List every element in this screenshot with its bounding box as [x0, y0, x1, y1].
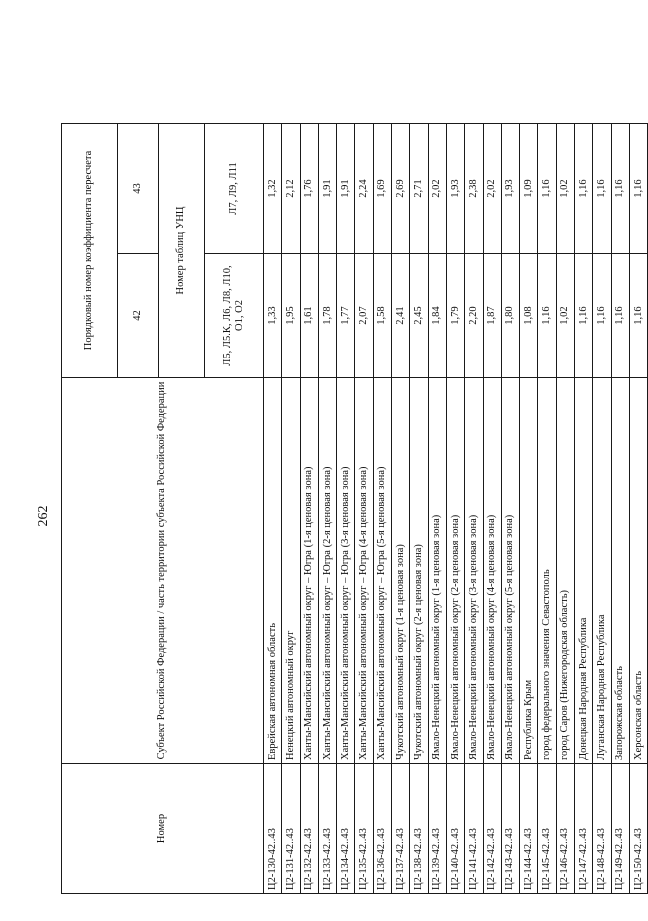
coefficient-table — [61, 123, 648, 894]
row-subject-name: Чукотский автономный округ (1-я ценовая зона) — [392, 378, 410, 764]
rotated-table-container — [61, 124, 644, 894]
row-coef-42: 1,58 — [373, 254, 391, 378]
row-subject-name: Луганская Народная Республика — [593, 378, 611, 764]
table-row — [575, 123, 593, 893]
row-coef-43: 2,69 — [392, 123, 410, 253]
row-coef-42: 1,16 — [611, 254, 629, 378]
row-coef-43: 2,02 — [483, 123, 501, 253]
table-header — [62, 123, 264, 893]
row-coef-42: 1,16 — [575, 254, 593, 378]
header-coef-42: 42 — [118, 254, 159, 378]
row-coef-43: 1,16 — [593, 123, 611, 253]
row-code: Ц2-137-42..43 — [392, 764, 410, 894]
row-coef-42: 1,16 — [538, 254, 556, 378]
table-row — [282, 123, 300, 893]
row-subject-name: Еврейская автономная область — [264, 378, 282, 764]
row-coef-42: 2,20 — [465, 254, 483, 378]
row-coef-42: 1,02 — [556, 254, 574, 378]
row-code: Ц2-135-42..43 — [355, 764, 373, 894]
row-subject-name: Ханты-Мансийский автономный округ – Югра (3-я ценовая зона) — [337, 378, 355, 764]
table-row — [593, 123, 611, 893]
row-code: Ц2-139-42..43 — [428, 764, 446, 894]
row-coef-42: 1,33 — [264, 254, 282, 378]
row-subject-name: Ханты-Мансийский автономный округ – Югра (5-я ценовая зона) — [373, 378, 391, 764]
row-coef-43: 1,02 — [556, 123, 574, 253]
row-subject-name: Ямало-Ненецкий автономный округ (5-я ценовая зона) — [501, 378, 519, 764]
row-code: Ц2-149-42..43 — [611, 764, 629, 894]
row-coef-42: 2,45 — [410, 254, 428, 378]
row-subject-name: Республика Крым — [520, 378, 538, 764]
row-code: Ц2-133-42..43 — [318, 764, 336, 894]
row-coef-42: 1,79 — [446, 254, 464, 378]
row-coef-42: 1,16 — [629, 254, 647, 378]
row-code: Ц2-147-42..43 — [575, 764, 593, 894]
header-tables-43: Л7, Л9, Л11 — [205, 123, 264, 253]
row-coef-43: 1,91 — [318, 123, 336, 253]
row-coef-43: 2,38 — [465, 123, 483, 253]
table-row — [428, 123, 446, 893]
table-row — [520, 123, 538, 893]
row-coef-43: 1,32 — [264, 123, 282, 253]
row-subject-name: город федерального значения Севастополь — [538, 378, 556, 764]
row-coef-42: 1,16 — [593, 254, 611, 378]
table-row — [410, 123, 428, 893]
header-subject: Субъект Российской Федерации / часть территории субъекта Российской Федерации — [62, 378, 264, 764]
row-subject-name: Ямало-Ненецкий автономный округ (4-я ценовая зона) — [483, 378, 501, 764]
row-coef-43: 2,71 — [410, 123, 428, 253]
row-code: Ц2-140-42..43 — [446, 764, 464, 894]
header-coef-43: 43 — [118, 123, 159, 253]
row-coef-42: 1,95 — [282, 254, 300, 378]
row-coef-43: 1,16 — [575, 123, 593, 253]
row-coef-42: 1,08 — [520, 254, 538, 378]
row-coef-43: 1,93 — [446, 123, 464, 253]
row-subject-name: Донецкая Народная Республика — [575, 378, 593, 764]
table-row — [611, 123, 629, 893]
row-code: Ц2-144-42..43 — [520, 764, 538, 894]
row-code: Ц2-138-42..43 — [410, 764, 428, 894]
row-subject-name: Чукотский автономный округ (2-я ценовая зона) — [410, 378, 428, 764]
table-row — [629, 123, 647, 893]
row-coef-42: 1,84 — [428, 254, 446, 378]
row-coef-42: 1,78 — [318, 254, 336, 378]
table-row — [501, 123, 519, 893]
table-row — [337, 123, 355, 893]
row-subject-name: город Саров (Нижегородская область) — [556, 378, 574, 764]
row-subject-name: Ямало-Ненецкий автономный округ (2-я ценовая зона) — [446, 378, 464, 764]
table-row — [373, 123, 391, 893]
table-row — [264, 123, 282, 893]
table-row — [355, 123, 373, 893]
row-subject-name: Ханты-Мансийский автономный округ – Югра (4-я ценовая зона) — [355, 378, 373, 764]
row-code: Ц2-131-42..43 — [282, 764, 300, 894]
row-coef-42: 1,77 — [337, 254, 355, 378]
row-coef-43: 2,12 — [282, 123, 300, 253]
table-row — [318, 123, 336, 893]
row-code: Ц2-143-42..43 — [501, 764, 519, 894]
row-coef-43: 1,69 — [373, 123, 391, 253]
row-subject-name: Херсонская область — [629, 378, 647, 764]
row-coef-43: 1,09 — [520, 123, 538, 253]
row-coef-43: 1,91 — [337, 123, 355, 253]
row-subject-name: Ямало-Ненецкий автономный округ (3-я ценовая зона) — [465, 378, 483, 764]
row-coef-42: 2,41 — [392, 254, 410, 378]
row-code: Ц2-136-42..43 — [373, 764, 391, 894]
header-row — [62, 123, 118, 893]
header-tables-title: Номер таблиц УНЦ — [159, 123, 205, 377]
page-number: 262 — [36, 505, 51, 527]
row-coef-43: 1,16 — [611, 123, 629, 253]
row-coef-42: 1,80 — [501, 254, 519, 378]
row-coef-43: 1,16 — [629, 123, 647, 253]
row-coef-42: 1,87 — [483, 254, 501, 378]
header-coef-title: Порядковый номер коэффициента пересчета — [62, 123, 118, 377]
row-coef-43: 1,76 — [300, 123, 318, 253]
header-number: Номер — [62, 764, 264, 894]
row-code: Ц2-130-42..43 — [264, 764, 282, 894]
row-coef-43: 1,16 — [538, 123, 556, 253]
table-row — [300, 123, 318, 893]
row-coef-42: 2,07 — [355, 254, 373, 378]
table-row — [483, 123, 501, 893]
row-subject-name: Ханты-Мансийский автономный округ – Югра (2-я ценовая зона) — [318, 378, 336, 764]
table-row — [465, 123, 483, 893]
row-code: Ц2-141-42..43 — [465, 764, 483, 894]
table-row — [392, 123, 410, 893]
table-row — [538, 123, 556, 893]
row-coef-43: 2,24 — [355, 123, 373, 253]
row-code: Ц2-134-42..43 — [337, 764, 355, 894]
row-subject-name: Ненецкий автономный округ — [282, 378, 300, 764]
table-row — [556, 123, 574, 893]
row-subject-name: Запорожская область — [611, 378, 629, 764]
row-coef-42: 1,61 — [300, 254, 318, 378]
row-coef-43: 2,02 — [428, 123, 446, 253]
row-code: Ц2-145-42..43 — [538, 764, 556, 894]
row-coef-43: 1,93 — [501, 123, 519, 253]
row-code: Ц2-148-42..43 — [593, 764, 611, 894]
header-tables-42: Л5, Л5.К, Л6, Л8, Л10, О1, О2 — [205, 254, 264, 378]
row-subject-name: Ямало-Ненецкий автономный округ (1-я ценовая зона) — [428, 378, 446, 764]
row-code: Ц2-132-42..43 — [300, 764, 318, 894]
row-code: Ц2-150-42..43 — [629, 764, 647, 894]
table-row — [446, 123, 464, 893]
row-code: Ц2-142-42..43 — [483, 764, 501, 894]
row-code: Ц2-146-42..43 — [556, 764, 574, 894]
table-body — [264, 123, 648, 893]
row-subject-name: Ханты-Мансийский автономный округ – Югра (1-я ценовая зона) — [300, 378, 318, 764]
